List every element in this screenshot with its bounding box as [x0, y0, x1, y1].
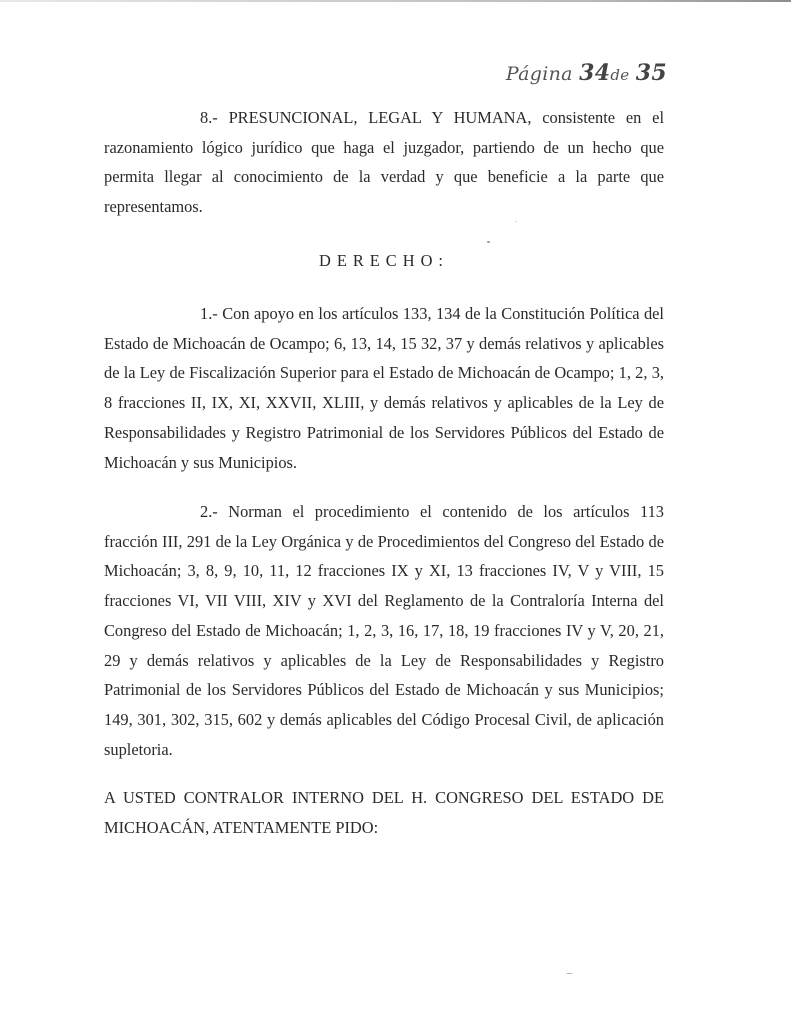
section-heading-derecho: DERECHO:: [319, 251, 449, 270]
page-number-prefix: Página: [505, 63, 573, 85]
scan-speck: [566, 973, 573, 974]
page-number-connector: de: [610, 66, 630, 84]
page-number-current: 34: [579, 60, 611, 86]
paragraph-law-2: 2.- Norman el procedimiento el contenido de los artículos 113 fracción III, 291 de la Ley Orgánica y de Procedimientos del Congreso del Estado de Michoacán; 3, 8, 9, 10, 11, 12 fracciones IX y XI, 13 fracciones IV, V y VIII, 15 fracciones VI, VII VIII, XIV y XVI del Reglamento de la Contraloría Interna del Congreso del Estado de Michoacán; 1, 2, 3, 16, 17, 18, 19 fracciones IV y V, 20, 21, 29 y demás relativos y aplicables de la Ley de Responsabilidades y Registro Patrimonial de los Servidores Públicos del Estado de Michoacán y sus Municipios; 149, 301, 302, 315, 602 y demás aplicables del Código Procesal Civil, de aplicación supletoria.: [104, 502, 664, 759]
scan-speck: [487, 241, 490, 243]
closing-request: A USTED CONTRALOR INTERNO DEL H. CONGRESO DEL ESTADO DE MICHOACÁN, ATENTAMENTE PIDO:: [104, 788, 664, 837]
paragraph-law-1: 1.- Con apoyo en los artículos 133, 134 de la Constitución Política del Estado de Michoacán de Ocampo; 6, 13, 14, 15 32, 37 y demás relativos y aplicables de la Ley de Fiscalización Superior para el Estado de Michoacán de Ocampo; 1, 2, 3, 8 fracciones II, IX, XI, XXVII, XLIII, y demás relativos y aplicables de la Ley de Responsabilidades y Registro Patrimonial de los Servidores Públicos del Estado de Michoacán y sus Municipios.: [104, 304, 664, 472]
paragraph-presuncional: 8.- PRESUNCIONAL, LEGAL Y HUMANA, consistente en el razonamiento lógico jurídico que haga el juzgador, partiendo de un hecho que permita llegar al conocimiento de la verdad y que beneficie a la parte que representamos.: [104, 108, 664, 217]
page-number-total: 35: [635, 60, 667, 86]
scan-top-edge: [0, 0, 791, 2]
page-number: [506, 60, 667, 86]
scan-speck: [515, 221, 517, 222]
